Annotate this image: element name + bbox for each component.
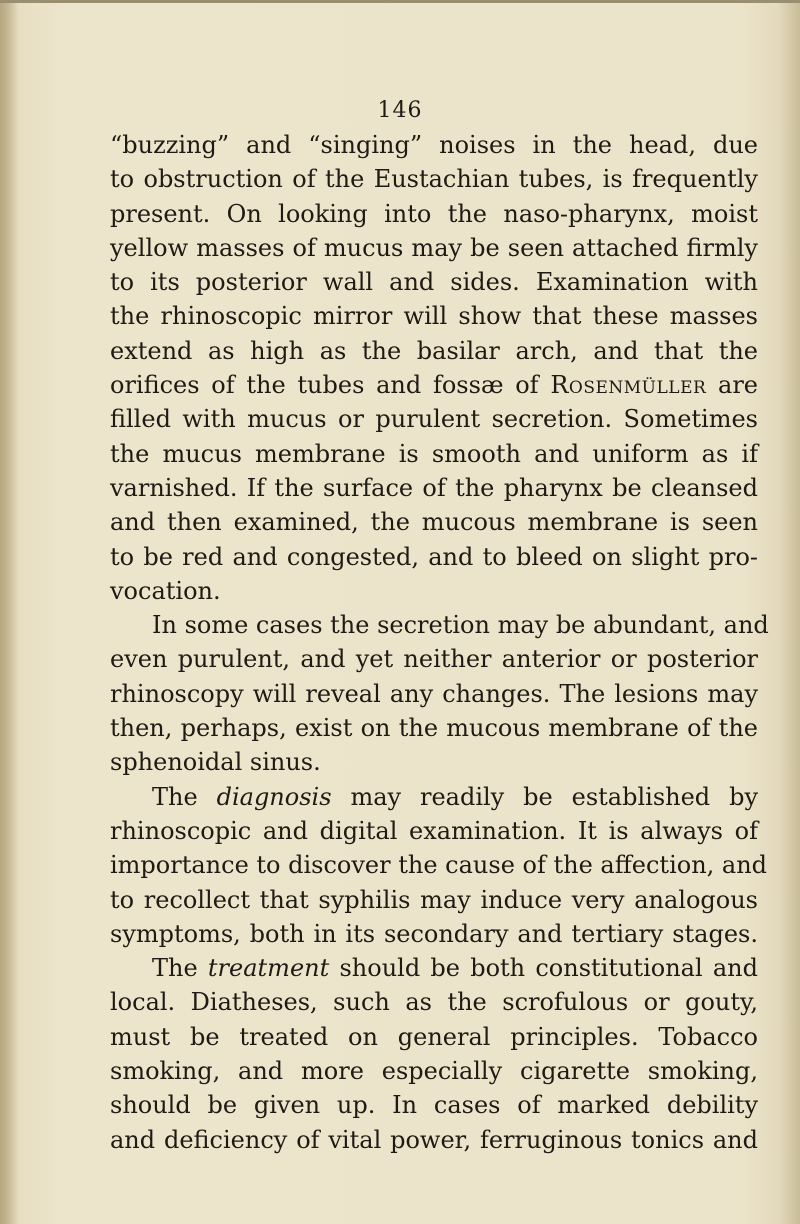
author-name-smallcaps: Rosenmüller [550,371,707,400]
text-line: sphenoidal sinus. [110,748,321,777]
italic-term-diagnosis: diagnosis [216,782,332,811]
text-line: local. Diatheses, such as the scrofulous or gouty, [110,988,758,1017]
text-line: then, perhaps, exist on the mucous membrane of the [110,714,758,743]
text-line: to obstruction of the Eustachian tubes, is frequently [110,165,758,194]
text-line: importance to discover the cause of the affection, and [110,851,768,880]
text-line: should be given up. In cases of marked debility [110,1091,758,1120]
text-line: to be red and congested, and to bleed on slight pro- [110,542,758,571]
text-line: varnished. If the surface of the pharynx be cleansed [110,473,758,502]
text-line: symptoms, both in its secondary and tertiary stages. [110,919,758,948]
text-line: rhinoscopy will reveal any changes. The lesions may [110,679,758,708]
text-line: rhinoscopic and digital examination. It is always of [110,816,758,845]
text-line: filled with mucus or purulent secretion. Sometimes [110,405,758,434]
text-line: vocation. [110,576,221,605]
text-run: are [706,371,758,400]
text-run: may readily be established by [331,782,759,811]
text-line: even purulent, and yet neither anterior or posterior [110,645,758,674]
text-line: must be treated on general principles. Tobacco [110,1022,758,1051]
text-line: to its posterior wall and sides. Examination with [110,268,758,297]
text-line: the rhinoscopic mirror will show that these masses [110,302,758,331]
text-line: and deficiency of vital power, ferruginous tonics and [110,1125,758,1154]
body-text [110,128,769,1157]
text-line: and then examined, the mucous membrane is seen [110,508,758,537]
text-run: should be both constitutional and [329,954,759,983]
text-line: “buzzing” and “singing” noises in the head, due [110,131,758,159]
text-line: to recollect that syphilis may induce very analogous [110,885,758,914]
text-line: the mucus membrane is smooth and uniform as if [110,439,758,468]
text-line [110,780,758,814]
text-line: present. On looking into the naso-pharynx, moist [110,199,758,228]
text-run: The [152,954,208,983]
text-run: orifices of the tubes and fossæ of [110,371,551,400]
text-line: extend as high as the basilar arch, and that the [110,336,758,365]
text-line: In some cases the secretion may be abundant, and [152,611,769,640]
text-line: yellow masses of mucus may be seen attached firmly [110,233,758,262]
text-line [110,951,758,985]
page-number: 146 [377,98,423,123]
text-line [110,368,758,402]
text-line: smoking, and more especially cigarette smoking, [110,1057,758,1086]
italic-term-treatment: treatment [207,954,330,983]
page-top-edge [0,0,800,3]
binding-shadow [0,0,18,1224]
text-run: The [152,782,217,811]
